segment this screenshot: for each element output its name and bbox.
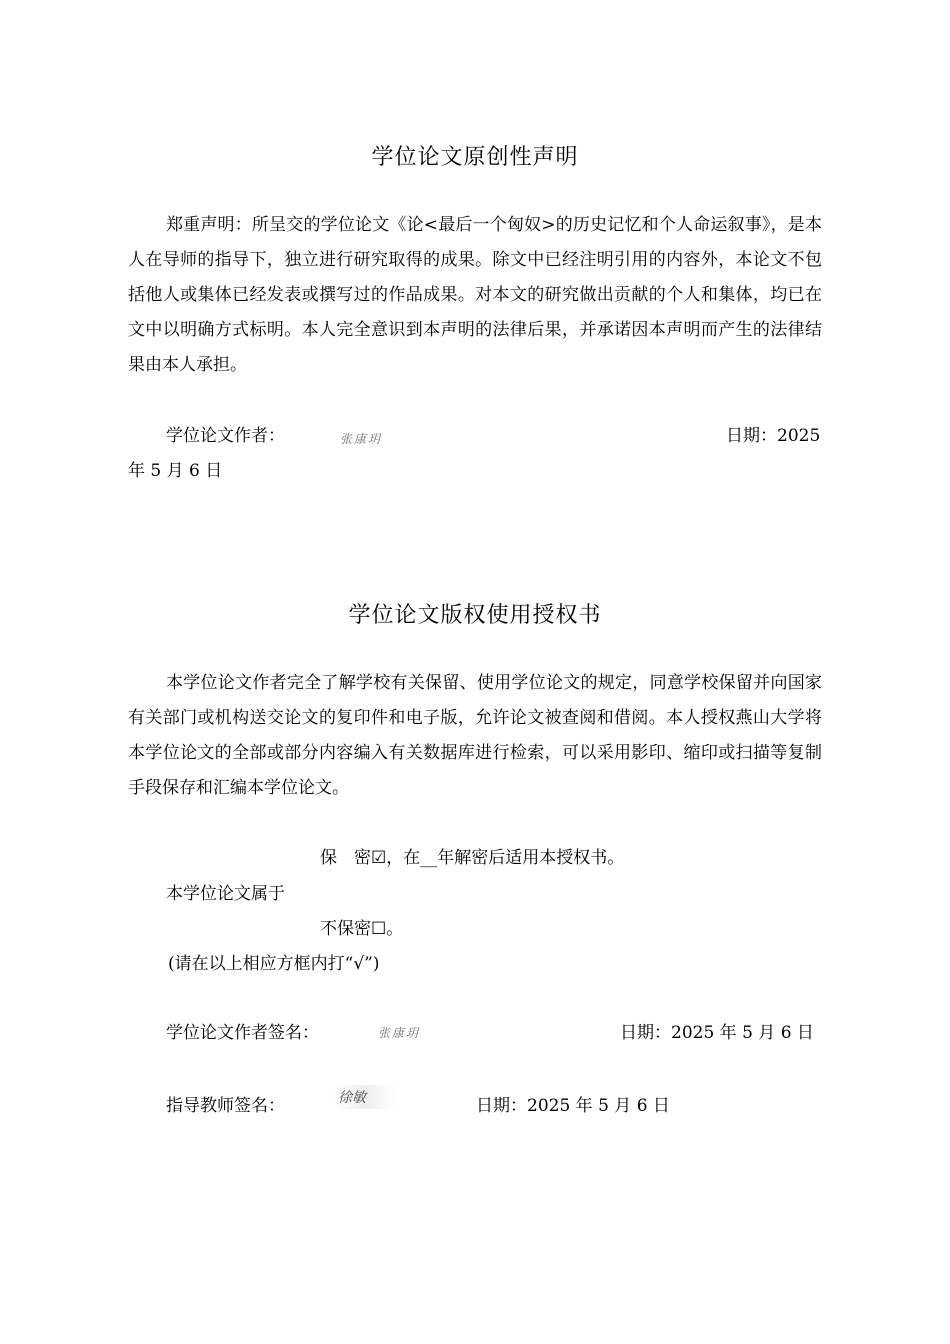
checkbox-instruction: (请在以上相应方框内打“√”) [168, 954, 380, 974]
option-not-confidential: 不保密☐。 [320, 919, 404, 939]
originality-declaration-title: 学位论文原创性声明 [371, 145, 579, 170]
declaration-date-part2: 年 5 月 6 日 [128, 461, 223, 481]
thesis-belongs-label: 本学位论文属于 [166, 884, 285, 904]
originality-declaration-body: 郑重声明：所呈交的学位论文《论<最后一个匈奴>的历史记忆和个人命运叙事》，是本人在导师的指导下，独立进行研究取得的成果。除文中已经注明引用的内容外，本论文不包括他人或集体已经发表或撰写过的作品成果。对本文的研究做出贡献的个人和集体，均已在文中以明确方式标明。本人完全意识到本声明的法律后果，并承诺因本声明而产生的法律结果由本人承担。 [128, 215, 822, 375]
declaration-date-part1: 日期：2025 [726, 426, 821, 446]
declaration-author-signature: 张康玥 [340, 432, 383, 446]
declaration-author-label: 学位论文作者： [166, 426, 285, 446]
option-confidential: 保 密☑，在__年解密后适用本授权书。 [320, 848, 625, 868]
copyright-authorization-body: 本学位论文作者完全了解学校有关保留、使用学位论文的规定，同意学校保留并向国家有关部门或机构送交论文的复印件和电子版，允许论文被查阅和借阅。本人授权燕山大学将本学位论文的全部或部分内容编入有关数据库进行检索，可以采用影印、缩印或扫描等复制手段保存和汇编本学位论文。 [128, 673, 822, 798]
author-signature-label: 学位论文作者签名： [166, 1023, 319, 1043]
advisor-signature-label: 指导教师签名： [166, 1096, 285, 1116]
author-signature: 张康玥 [378, 1026, 421, 1040]
advisor-signature: 徐敏 [334, 1085, 396, 1109]
advisor-signature-date: 日期：2025 年 5 月 6 日 [476, 1096, 670, 1116]
copyright-authorization-title: 学位论文版权使用授权书 [348, 603, 602, 628]
author-signature-date: 日期：2025 年 5 月 6 日 [620, 1023, 814, 1043]
